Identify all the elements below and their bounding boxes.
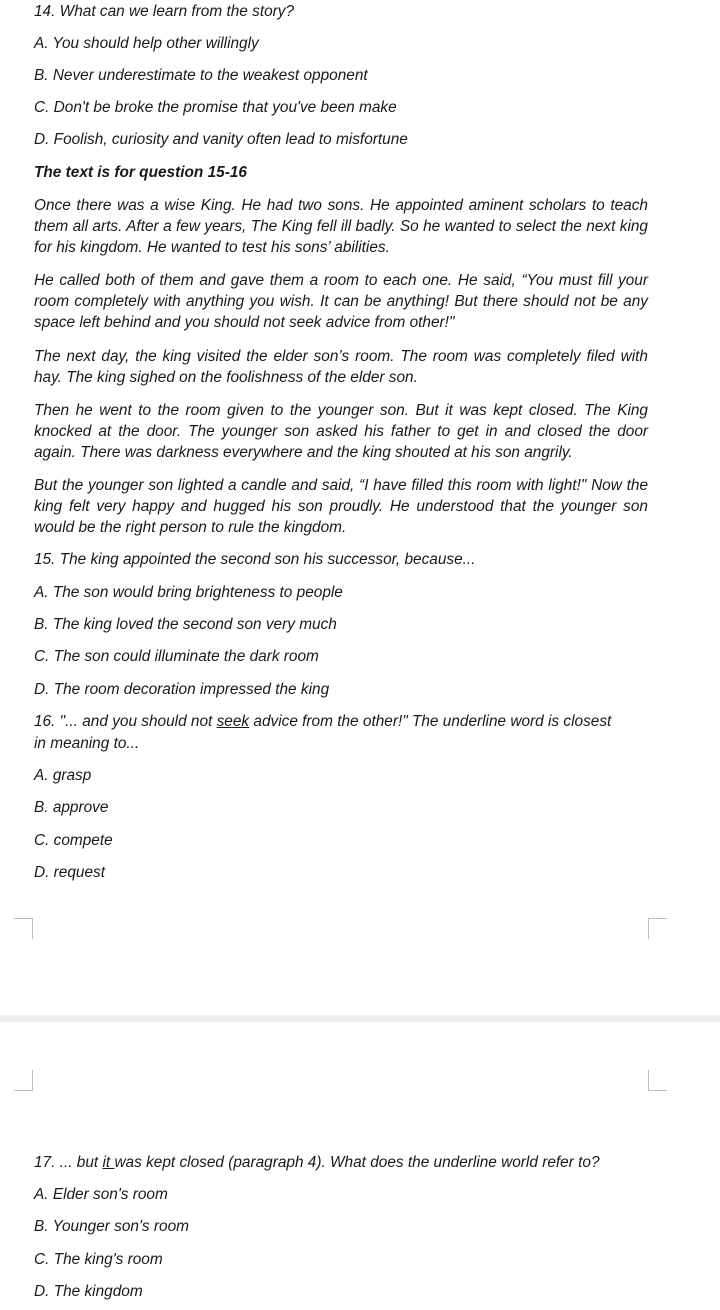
q17-underlined-word: it — [102, 1154, 115, 1171]
q14-option-d: D. Foolish, curiosity and vanity often lead to misfortune — [34, 131, 408, 148]
passage-heading: The text is for question 15-16 — [34, 164, 247, 181]
q15-question: 15. The king appointed the second son his successor, because... — [34, 551, 476, 568]
q14-question: 14. What can we learn from the story? — [34, 3, 295, 20]
q16-option-d: D. request — [34, 864, 106, 881]
q16-option-c: C. compete — [34, 832, 113, 849]
crop-mark-bottom-left — [14, 1070, 33, 1091]
q16-underlined-word: seek — [216, 713, 250, 730]
q15-option-d: D. The room decoration impressed the king — [34, 681, 330, 698]
q17-option-a: A. Elder son's room — [34, 1186, 168, 1203]
q16-question-after: advice from the other!" The underline word is closest — [249, 713, 612, 730]
q14-option-b: B. Never underestimate to the weakest opponent — [34, 67, 368, 84]
q17-question-before: 17. ... but — [34, 1154, 103, 1171]
q15-option-c: C. The son could illuminate the dark room — [34, 648, 319, 665]
crop-mark-top-right — [648, 918, 667, 939]
q15-option-b: B. The king loved the second son very much — [34, 616, 337, 633]
q15-option-a: A. The son would bring brighteness to people — [34, 584, 343, 601]
q17-question — [34, 1153, 600, 1173]
passage-paragraph-3: The next day, the king visited the elder son’s room. The room was completely filed with hay. The king sighed on the foolishness of the elder son. — [34, 348, 648, 386]
q17-option-d: D. The kingdom — [34, 1283, 143, 1300]
q16-option-b: B. approve — [34, 799, 109, 816]
q16-question-before: 16. "... and you should not — [34, 713, 217, 730]
q17-option-c: C. The king's room — [34, 1251, 163, 1268]
passage-paragraph-4: Then he went to the room given to the younger son. But it was kept closed. The King knocked at the door. The younger son asked his father to get in and closed the door again. There was darkness everywhere and the king shouted at his son angrily. — [34, 402, 648, 461]
q17-option-b: B. Younger son's room — [34, 1218, 189, 1235]
crop-mark-top-left — [14, 918, 33, 939]
q16-option-a: A. grasp — [34, 767, 92, 784]
passage-paragraph-2: He called both of them and gave them a room to each one. He said, “You must fill your room completely with anything you wish. It can be anything! But there should not be any space left behind and you should not seek advice from other!" — [34, 272, 648, 331]
q14-option-c: C. Don't be broke the promise that you've been make — [34, 99, 397, 116]
page-break-divider — [0, 1015, 720, 1022]
q17-question-after: was kept closed (paragraph 4). What does the underline world refer to? — [114, 1154, 600, 1171]
q16-question-line2: in meaning to... — [34, 735, 140, 752]
crop-mark-bottom-right — [648, 1070, 667, 1091]
passage-paragraph-1: Once there was a wise King. He had two sons. He appointed aminent scholars to teach them all arts. After a few years, The King fell ill badly. So he wanted to select the next king for his kingdom. He wanted to test his sons’ abilities. — [34, 197, 648, 256]
q14-option-a: A. You should help other willingly — [34, 35, 259, 52]
passage-paragraph-5: But the younger son lighted a candle and said, “I have filled this room with light!" Now the king felt very happy and hugged his son proudly. He understood that the younger son would be the right person to rule the kingdom. — [34, 477, 648, 536]
q16-question — [34, 712, 611, 732]
